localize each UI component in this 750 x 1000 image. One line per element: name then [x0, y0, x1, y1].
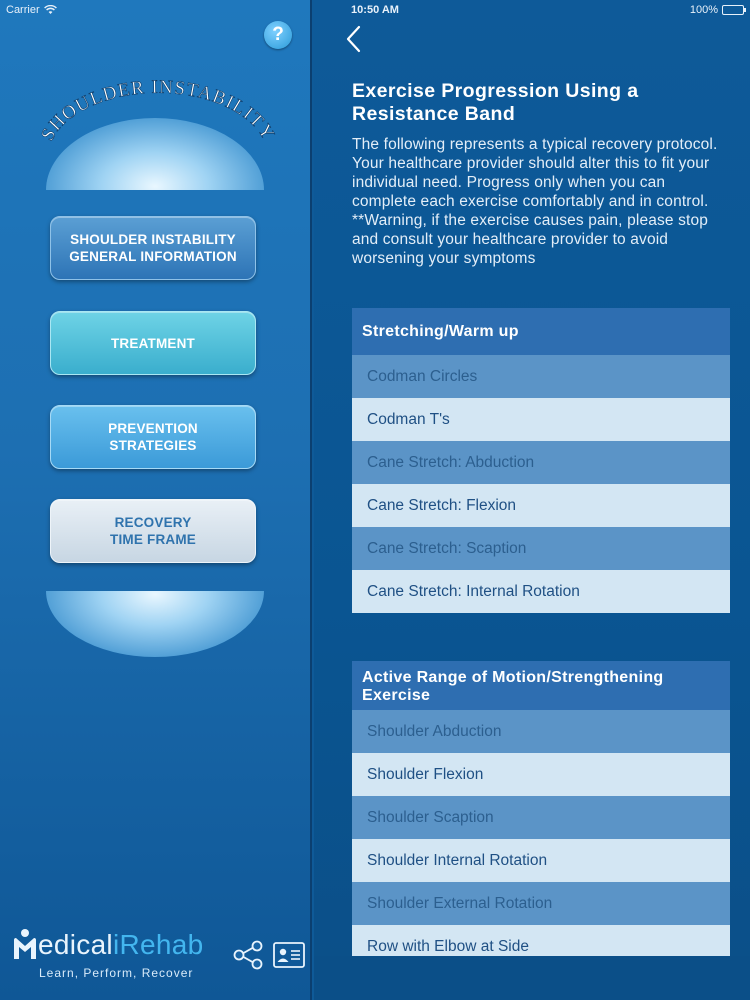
brand-name-i: i — [112, 929, 120, 960]
page-title: Exercise Progression Using a Resistance Band — [352, 80, 639, 125]
exercise-item[interactable]: Cane Stretch: Internal Rotation — [352, 570, 730, 613]
general-information-button[interactable]: SHOULDER INSTABILITY GENERAL INFORMATION — [50, 216, 256, 280]
exercise-item[interactable]: Shoulder Abduction — [352, 710, 730, 753]
carrier-label: Carrier — [6, 4, 40, 16]
back-chevron-icon[interactable] — [344, 25, 364, 53]
content-panel — [314, 0, 750, 1000]
exercise-item[interactable]: Cane Stretch: Abduction — [352, 441, 730, 484]
exercise-item[interactable]: Shoulder Flexion — [352, 753, 730, 796]
stretching-section — [352, 308, 730, 613]
battery-indicator — [690, 4, 744, 16]
exercise-item[interactable]: Row with Elbow at Side — [352, 925, 730, 968]
brand-tagline: Learn, Perform, Recover — [39, 966, 194, 980]
exercise-item[interactable]: Shoulder Internal Rotation — [352, 839, 730, 882]
battery-percent: 100% — [689, 4, 718, 16]
battery-icon — [722, 5, 744, 15]
exercise-item[interactable]: Codman Circles — [352, 355, 730, 398]
medicalirehab-logo — [12, 928, 227, 984]
bottom-fade — [314, 956, 750, 1000]
strengthening-section — [352, 661, 730, 968]
share-icon[interactable] — [232, 940, 264, 970]
prevention-strategies-button[interactable]: PREVENTION STRATEGIES — [50, 405, 256, 469]
sidebar — [0, 0, 312, 1000]
exercise-item[interactable]: Shoulder External Rotation — [352, 882, 730, 925]
clock: 10:50 AM — [351, 4, 399, 16]
recovery-time-frame-button[interactable]: RECOVERY TIME FRAME — [50, 499, 256, 563]
section-header: Stretching/Warm up — [352, 308, 730, 355]
brand-name — [12, 928, 204, 961]
exercise-item[interactable]: Cane Stretch: Scaption — [352, 527, 730, 570]
exercise-item[interactable]: Cane Stretch: Flexion — [352, 484, 730, 527]
brand-name-prefix: edical — [38, 929, 113, 960]
section-header: Active Range of Motion/Strengthening Exercise — [352, 661, 730, 710]
exercise-item[interactable]: Shoulder Scaption — [352, 796, 730, 839]
brand-name-suffix: Rehab — [119, 929, 204, 960]
help-button[interactable]: ? — [264, 21, 292, 49]
treatment-button[interactable]: TREATMENT — [50, 311, 256, 375]
shoulder-instability-logo — [30, 78, 280, 168]
contact-card-icon[interactable] — [273, 942, 305, 968]
intro-paragraph: The following represents a typical recovery protocol. Your healthcare provider should alter this to fit your individual need. Progress only when you can complete each exercise comfortably and in control. **Warning, if the exercise causes pain, please stop and consult your healthcare provider to avoid worsening your symptoms — [352, 136, 718, 267]
exercise-item[interactable]: Codman T's — [352, 398, 730, 441]
logo-title: SHOULDER INSTABILITY — [37, 78, 279, 145]
status-bar — [0, 0, 750, 22]
logo-dome-bottom — [46, 591, 264, 657]
svg-text:SHOULDER INSTABILITY — [37, 78, 279, 145]
person-m-icon — [12, 928, 38, 960]
